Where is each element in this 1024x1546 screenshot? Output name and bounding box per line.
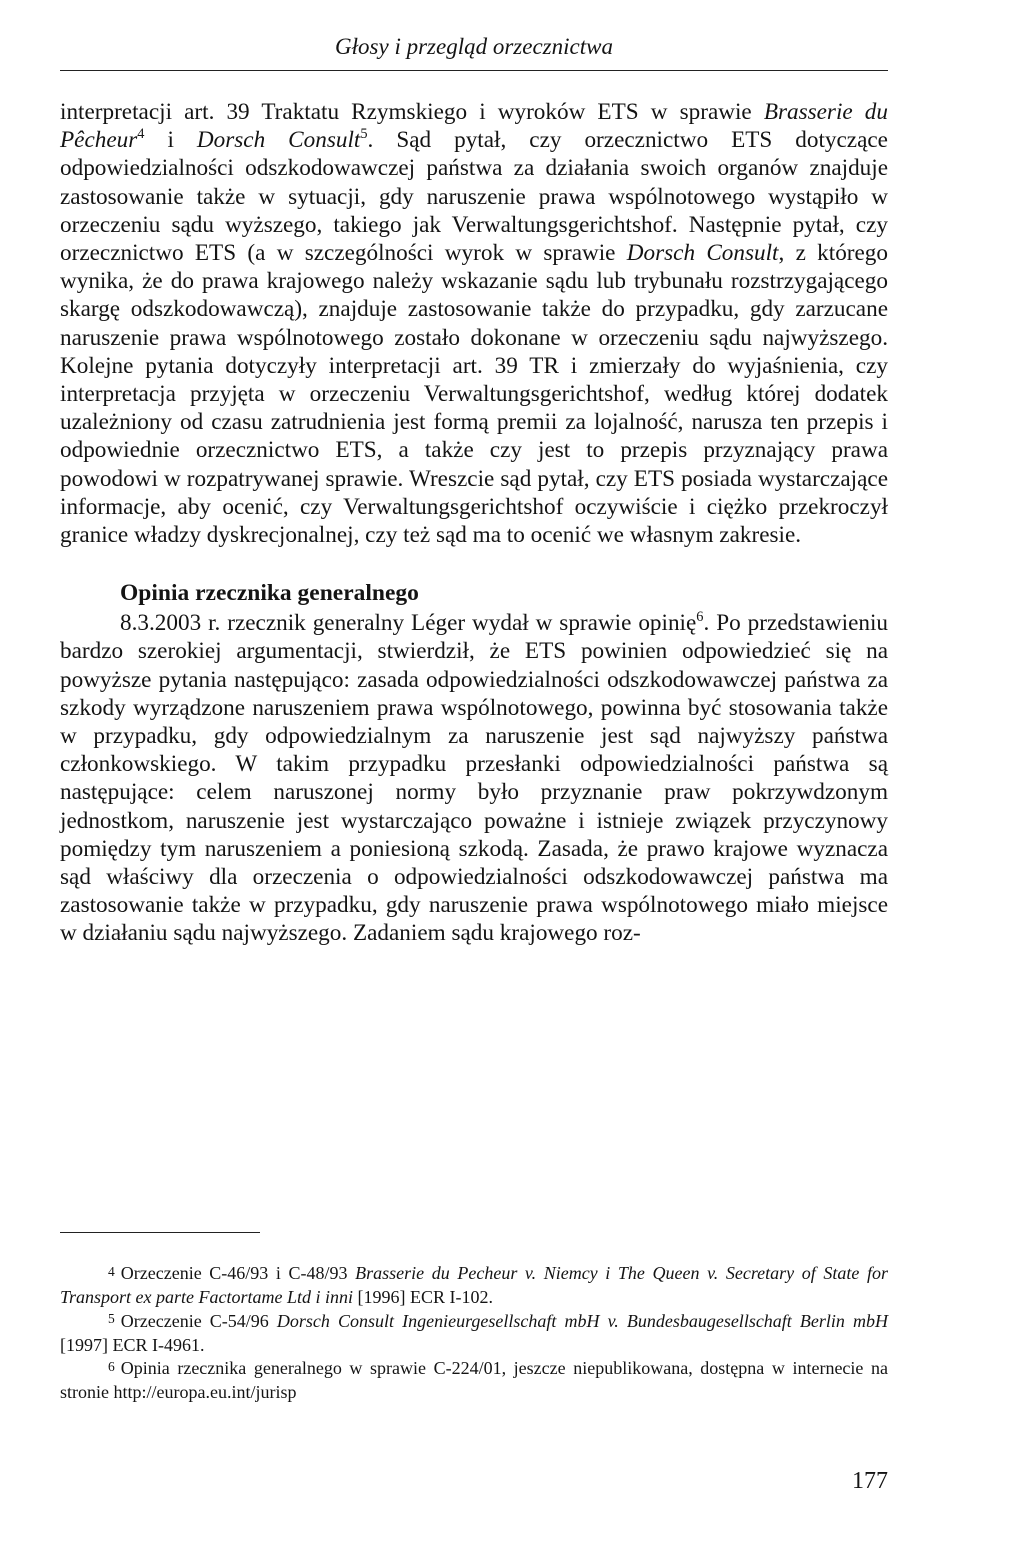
text-segment: [1996] ECR I-102. xyxy=(353,1287,493,1308)
footnote-number: 5 xyxy=(108,1311,115,1327)
footnote-6 xyxy=(60,1357,888,1405)
case-name: Brasserie du Pêcheur xyxy=(60,99,888,154)
text-segment: . Po przedstawieniu bardzo szerokiej argumentacji, stwierdził, że ETS powinien odpowiedzieć się na powyższe pytania następująco: zasada odpowiedzialności odszkodowawczej państwa za szkody wyrządzone naruszeniem prawa wspólnotowego, powinna być stosowania także w przypadku, gdy odpowiedzialnym za naruszenie jest sąd najwyższy państwa członkowskiego. W takim przypadku przesłanki odpowiedzialności państwa są następujące: celem naruszonej normy było przyznanie praw pokrzywdzonym jednostkom, naruszenie jest wystarczająco poważne i istnieje związek przyczynowy pomiędzy tym naruszeniem a poniesioną szkodą. Zasada, że prawo krajowe wyznacza sąd właściwy dla orzeczenia o odpowiedzialności odszkodowawczej państwa ma zastosowanie także w przypadku, gdy naruszenie prawa wspólnotowego miało miejsce w działaniu sądu najwyższego. Zadaniem sądu krajowego roz- xyxy=(60,610,888,947)
case-name: Dorsch Consult xyxy=(196,127,361,154)
text-segment: Orzeczenie C-46/93 i C-48/93 xyxy=(120,1263,356,1283)
text-segment: [1997] ECR I-4961. xyxy=(60,1334,205,1355)
header-rule xyxy=(60,70,888,71)
text-segment: , z którego wynika, że do prawa krajowego należy wskazanie sądu lub trybunału rozstrzygającego skargę odszkodowawczą), znajduje zastosowanie także do przypadku, gdy zarzucane naruszenie prawa wspólnotowego zostało dokonane w orzeczeniu sądu najwyższego. Kolejne pytania dotyczyły interpretacji art. 39 TR i zmierzały do wyjaśnienia, czy interpretacja przyjęta w orzeczeniu Verwaltungsgerichtshof, według której dodatek uzależniony od czasu zatrudnienia jest formą premii za lojalność, narusza ten przepis i odpowiednie orzecznictwo ETS, a także czy jest to przepis przyznający prawa powodowi w rozpatrywanej sprawie. Wreszcie sąd pytał, czy ETS posiada wystarczające informacje, aby ocenić, czy Verwaltungsgerichtshof oczywiście i ciężko przekroczył granice władzy dyskrecjonalnej, czy też sąd ma to ocenić we własnym zakresie. xyxy=(60,240,888,549)
case-name: Dorsch Consult Ingenieurgesellschaft mbH v. Bundesbaugesellschaft Berlin mbH xyxy=(276,1310,888,1331)
case-name: Dorsch Consult xyxy=(626,240,779,267)
footnote-number: 6 xyxy=(108,1358,115,1374)
footnote-ref[interactable]: 6 xyxy=(696,608,704,625)
footnote-ref[interactable]: 4 xyxy=(137,125,145,142)
footnote-4 xyxy=(60,1262,888,1310)
footnote-ref[interactable]: 5 xyxy=(360,125,368,142)
page-number: 177 xyxy=(852,1468,888,1494)
footnotes xyxy=(60,1262,888,1405)
running-header: Głosy i przegląd orzecznictwa xyxy=(335,34,613,59)
body-text xyxy=(60,98,888,948)
footnote-5 xyxy=(60,1310,888,1358)
text-segment: . Sąd pytał, czy orzecznictwo ETS dotyczące odpowiedzialności odszkodowawczej państwa za działania swoich organów znajduje zastosowanie także w sytuacji, gdy naruszenie prawa wspólnotowego wystąpiło w orzeczeniu sądu wyższego, takiego jak Verwaltungsgerichtshof. Następnie pytał, czy orzecznictwo ETS (a w szczególności wyrok w sprawie xyxy=(60,127,888,267)
text-segment: interpretacji art. 39 Traktatu Rzymskiego i wyroków ETS w sprawie xyxy=(60,99,764,125)
paragraph-2 xyxy=(60,609,888,947)
footnote-separator xyxy=(60,1232,260,1233)
text-segment: Orzeczenie C-54/96 xyxy=(120,1310,277,1331)
section-heading: Opinia rzecznika generalnego xyxy=(120,580,419,607)
text-segment: Opinia rzecznika generalnego w sprawie C-224/01, jeszcze niepublikowana, dostępna w internecie na stronie http://europa.eu.int/jurisp xyxy=(60,1358,888,1403)
case-name: Brasserie du Pecheur v. Niemcy i The Queen v. Secretary of State for Transport ex parte Factortame Ltd i inni xyxy=(60,1263,888,1308)
text-segment: 8.3.2003 r. rzecznik generalny Léger wydał w sprawie opinię xyxy=(120,610,697,637)
text-segment: i xyxy=(144,127,197,154)
footnote-number: 4 xyxy=(108,1263,115,1279)
paragraph-1 xyxy=(60,98,888,549)
